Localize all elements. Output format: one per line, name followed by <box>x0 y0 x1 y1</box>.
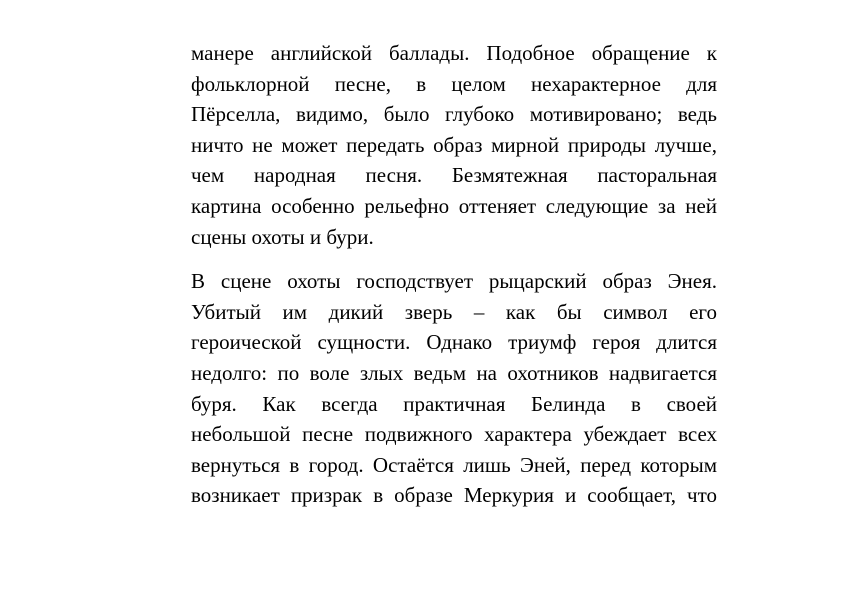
text-line: Пёрселла, видимо, было глубоко мотивировано; ведь <box>191 102 717 127</box>
text-line: картина особенно рельефно оттеняет следующие за ней <box>191 193 717 218</box>
text-line: чем народная песня. Безмятежная пасторальная <box>191 163 717 188</box>
document-body <box>191 38 717 511</box>
text-line: манере английской баллады. Подобное обращение к <box>191 41 717 65</box>
paragraph <box>191 266 717 511</box>
text-line: буря. Как всегда практичная Белинда в своей <box>191 391 717 416</box>
text-line: недолго: по воле злых ведьм на охотников надвигается <box>191 360 717 385</box>
text-line: фольклорной песне, в целом нехарактерное для <box>191 71 717 96</box>
text-line: ничто не может передать образ мирной природы лучше, <box>191 132 717 157</box>
text-line: героической сущности. Однако триумф героя длится <box>191 330 717 355</box>
text-line: Убитый им дикий зверь – как бы символ его <box>191 299 717 324</box>
text-line: небольшой песне подвижного характера убеждает всех <box>191 422 717 447</box>
text-line: сцены охоты и бури. <box>191 224 374 249</box>
text-line: возникает призрак в образе Меркурия и сообщает, что <box>191 483 717 508</box>
paragraph <box>191 38 717 252</box>
text-line: вернуться в город. Остаётся лишь Эней, перед которым <box>191 452 717 477</box>
text-line: В сцене охоты господствует рыцарский образ Энея. <box>191 269 717 294</box>
